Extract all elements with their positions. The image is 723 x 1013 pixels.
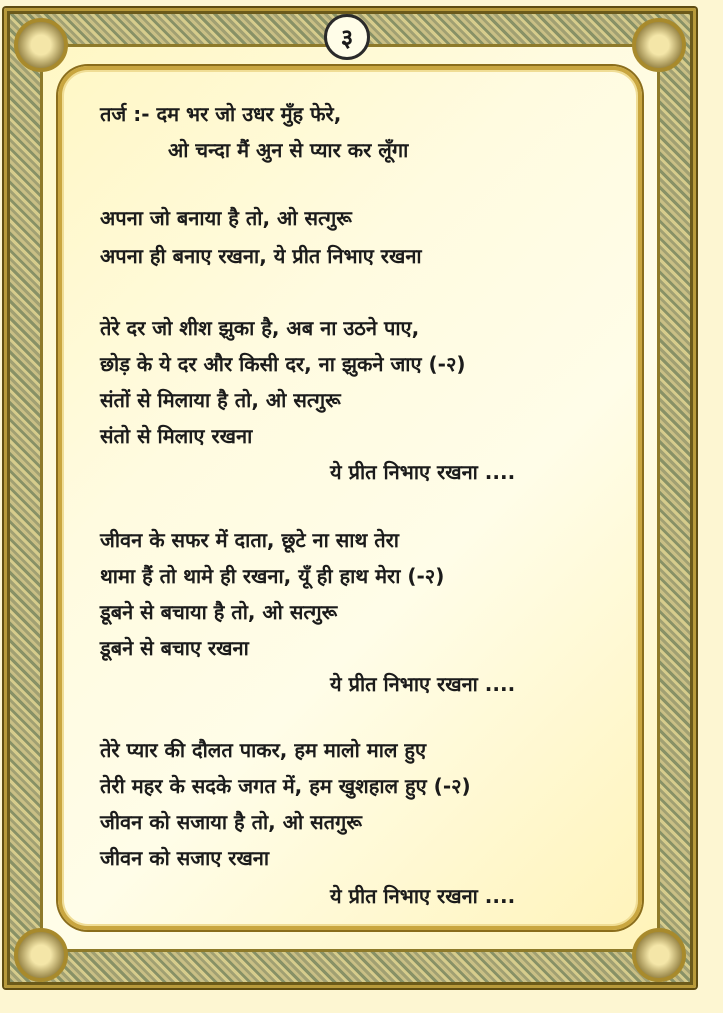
corner-ornament-bottom-left xyxy=(14,928,68,982)
corner-ornament-top-left xyxy=(14,18,68,72)
verse1-refrain: ये प्रीत निभाए रखना .... xyxy=(330,460,516,484)
corner-ornament-top-right xyxy=(632,18,686,72)
verse2-line-4: डूबने से बचाए रखना xyxy=(100,636,249,660)
verse1-line-3: संतों से मिलाया है तो, ओ सत्गुरू xyxy=(100,388,341,412)
inner-frame-border xyxy=(58,66,642,930)
verse3-line-2: तेरी महर के सदके जगत में, हम खुशहाल हुए (-२) xyxy=(100,774,471,798)
verse2-line-1: जीवन के सफर में दाता, छूटे ना साथ तेरा xyxy=(100,528,399,552)
corner-ornament-bottom-right xyxy=(632,928,686,982)
verse2-refrain: ये प्रीत निभाए रखना .... xyxy=(330,672,516,696)
verse2-line-2: थामा हैं तो थामे ही रखना, यूँ ही हाथ मेरा (-२) xyxy=(100,564,445,588)
verse3-line-4: जीवन को सजाए रखना xyxy=(100,846,270,870)
chorus-line-2: अपना ही बनाए रखना, ये प्रीत निभाए रखना xyxy=(100,244,422,268)
tarz-line-2: ओ चन्दा मैं अुन से प्यार कर लूँगा xyxy=(168,138,409,162)
verse1-line-4: संतो से मिलाए रखना xyxy=(100,424,253,448)
verse3-line-1: तेरे प्यार की दौलत पाकर, हम मालो माल हुए xyxy=(100,738,427,762)
chorus-line-1: अपना जो बनाया है तो, ओ सत्गुरू xyxy=(100,206,352,230)
verse1-line-2: छोड़ के ये दर और किसी दर, ना झुकने जाए (-२) xyxy=(100,352,466,376)
page-number-badge: ३ xyxy=(324,14,370,60)
verse1-line-1: तेरे दर जो शीश झुका है, अब ना उठने पाए, xyxy=(100,316,420,340)
verse2-line-3: डूबने से बचाया है तो, ओ सत्गुरू xyxy=(100,600,338,624)
tarz-line-1: तर्ज :- दम भर जो उधर मुँह फेरे, xyxy=(100,102,342,126)
verse3-line-3: जीवन को सजाया है तो, ओ सतगुरू xyxy=(100,810,362,834)
verse3-refrain: ये प्रीत निभाए रखना .... xyxy=(330,884,516,908)
